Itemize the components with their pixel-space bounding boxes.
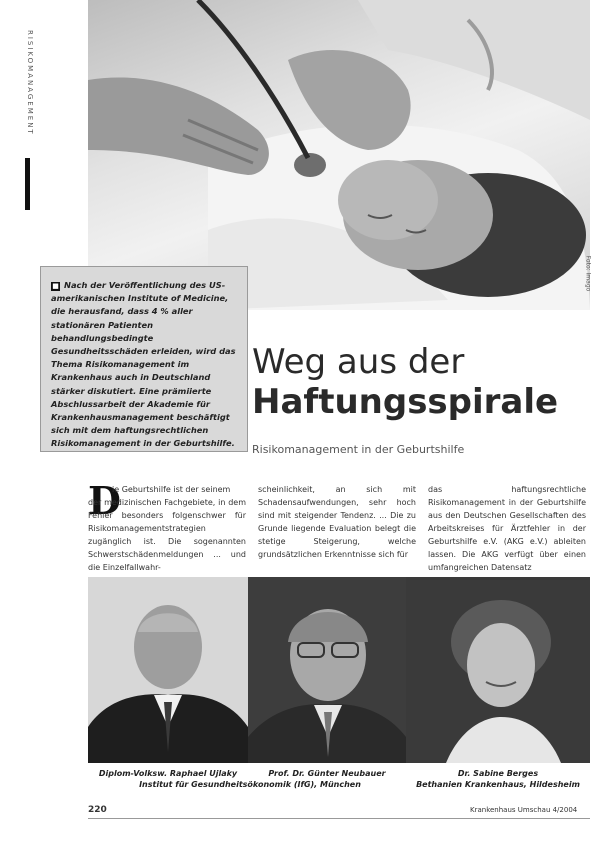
hero-photo-illustration [88, 0, 590, 310]
hero-photo-newborn-examination [88, 0, 590, 310]
title-line-1: Weg aus der [252, 342, 465, 382]
title-line-2: Haftungsspirale [252, 382, 559, 422]
article-title [252, 342, 597, 422]
portrait-ujlaky [88, 577, 248, 763]
affiliation-ifg: Institut für Gesundheitsökonomik (IfG), München [139, 780, 361, 789]
drop-cap: D [88, 478, 121, 523]
body-column-1-text: der medizinischen Fachgebiete, in dem Fehler besonders folgenschwer für Risikomanagementstrategien zugänglich ist. Die sogenannten Schwerstschädenmeldungen ... und die Einzelfallwahr- [88, 498, 246, 572]
body-column-1-first-line: ie Geburtshilfe ist der seinem [112, 485, 231, 494]
portrait-ujlaky-photo [88, 577, 248, 763]
section-label [22, 30, 36, 190]
caption-ujlaky: Diplom-Volksw. Raphael Ujlaky [98, 769, 238, 778]
body-column-1 [88, 478, 246, 574]
body-column-2: scheinlichkeit, an sich mit Schadensaufwendungen, sehr hoch sind mit steigender Tendenz. ... Die zu Grunde liegende Evaluation belegt die stetige Steigerung, welche grundsätzlichen Erkenntnisse sich für [258, 485, 416, 559]
portrait-berges-photo [406, 577, 590, 763]
affiliation-bethanien: Bethanien Krankenhaus, Hildesheim [416, 780, 580, 789]
body-column-3: das haftungsrechtliche Risikomanagement in der Geburtshilfe aus den Deutschen Gesellschaften des Arbeitskreises für Ärztfehler in der Geburtshilfe e.V. (AKG e.V.) ableiten lassen. Die AKG verfügt über einen umfangreichen Datensatz [428, 485, 586, 572]
footer-rule [88, 818, 590, 819]
article-subtitle: Risikomanagement in der Geburtshilfe [252, 443, 465, 456]
page-number: 220 [88, 805, 107, 815]
portrait-neubauer-photo [248, 577, 406, 763]
portrait-berges [406, 577, 590, 763]
journal-reference: Krankenhaus Umschau 4/2004 [470, 806, 578, 814]
caption-berges: Dr. Sabine Berges [457, 769, 539, 778]
intro-box [40, 266, 248, 452]
portrait-neubauer [248, 577, 406, 763]
intro-text [51, 279, 239, 451]
square-bullet-icon: ■ [52, 282, 59, 290]
section-marker-bar [25, 158, 30, 210]
section-label-text: RISIKOMANAGEMENT [26, 30, 34, 136]
caption-neubauer: Prof. Dr. Günter Neubauer [268, 769, 386, 778]
photo-credit: Foto: Imago [584, 255, 592, 292]
intro-text-content: Nach der Veröffentlichung des US-amerikanischen Institute of Medicine, die herausfand, dass 4 % aller stationären Patienten behandlungsbedingte Gesundheitsschäden erleiden, wird das Thema Risikomanagement im Krankenhaus auch in Deutschland stärker diskutiert. Eine prämiierte Abschlussarbeit der Akademie für Krankenhausmanagement beschäftigt sich mit dem haftungsrechtlichen Risikomanagement in der Geburtshilfe. [51, 280, 236, 449]
